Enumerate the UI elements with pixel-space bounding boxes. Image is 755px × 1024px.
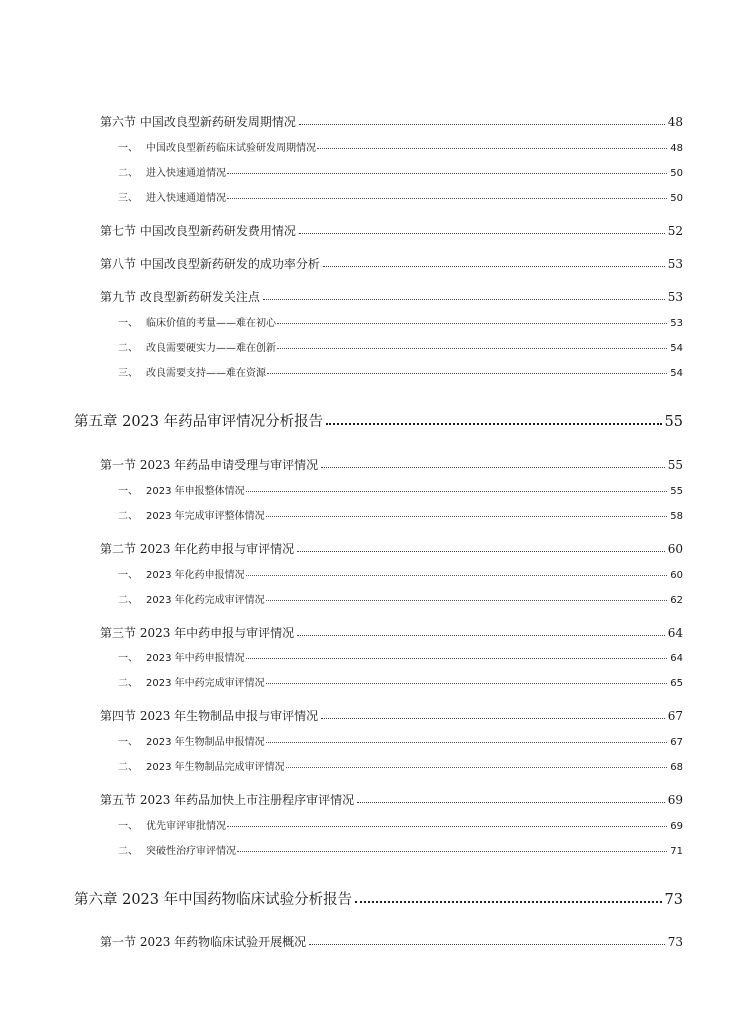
toc-item-row[interactable]: [118, 591, 683, 606]
dot-leader: [357, 802, 665, 803]
toc-item-number: 二、: [118, 846, 138, 857]
toc-section-row[interactable]: [100, 707, 683, 724]
toc-item-title: 2023 年化药申报情况: [146, 570, 245, 581]
toc-item-title: 2023 年生物制品完成审评情况: [146, 762, 285, 773]
toc-section-row[interactable]: [100, 933, 683, 950]
toc-item-title: 临床价值的考量——难在初心: [146, 318, 276, 329]
toc-page-number: 65: [670, 678, 683, 689]
toc-item-number: 二、: [118, 168, 138, 179]
dot-leader: [237, 851, 667, 852]
toc-item-title: 进入快速通道情况: [146, 168, 226, 179]
toc-section-title: 第九节 改良型新药研发关注点: [100, 290, 260, 304]
toc-item-number: 一、: [118, 486, 138, 497]
toc-chapter-row[interactable]: [74, 410, 683, 431]
toc-page-number: 53: [667, 290, 683, 304]
toc-section-row[interactable]: [100, 222, 683, 239]
toc-section-row[interactable]: [100, 456, 683, 473]
toc-item-row[interactable]: [118, 649, 683, 664]
dot-leader: [266, 516, 668, 517]
toc-item-number: 二、: [118, 343, 138, 354]
toc-page-number: 69: [670, 821, 683, 832]
toc-item-number: 一、: [118, 737, 138, 748]
dot-leader: [317, 148, 667, 149]
toc-page-number: 53: [667, 257, 683, 271]
toc-page-number: 58: [670, 511, 683, 522]
toc-page-number: 48: [670, 143, 683, 154]
dot-leader: [246, 491, 668, 492]
toc-item-number: 一、: [118, 653, 138, 664]
toc-item-row[interactable]: [118, 314, 683, 329]
toc-item-title: 2023 年中药申报情况: [146, 653, 245, 664]
toc-page-number: 60: [670, 570, 683, 581]
dot-leader: [277, 348, 667, 349]
toc-page-number: 64: [667, 626, 683, 640]
toc-section-row[interactable]: [100, 113, 683, 130]
toc-page-number: 60: [667, 542, 683, 556]
toc-page-number: 55: [670, 486, 683, 497]
toc-page-number: 48: [667, 115, 683, 129]
toc-section-title: 第一节 2023 年药品申请受理与审评情况: [100, 458, 319, 472]
dot-leader: [277, 323, 667, 324]
toc-item-row[interactable]: [118, 189, 683, 204]
toc-chapter-title: 第五章 2023 年药品审评情况分析报告: [74, 414, 324, 430]
toc-item-row[interactable]: [118, 758, 683, 773]
toc-page-number: 50: [670, 168, 683, 179]
dot-leader: [326, 423, 661, 425]
toc-section-row[interactable]: [100, 255, 683, 272]
toc-page-number: 53: [670, 318, 683, 329]
dot-leader: [246, 575, 668, 576]
toc-section-title: 第七节 中国改良型新药研发费用情况: [100, 224, 296, 238]
dot-leader: [299, 124, 665, 125]
dot-leader: [321, 718, 665, 719]
toc-page-number: 55: [664, 414, 683, 430]
dot-leader: [286, 767, 668, 768]
toc-item-title: 2023 年生物制品申报情况: [146, 737, 265, 748]
toc-item-number: 二、: [118, 678, 138, 689]
toc-item-row[interactable]: [118, 339, 683, 354]
toc-page-number: 73: [664, 892, 683, 908]
toc-section-title: 第四节 2023 年生物制品申报与审评情况: [100, 709, 319, 723]
dot-leader: [246, 658, 668, 659]
toc-item-number: 二、: [118, 762, 138, 773]
toc-page-number: 71: [670, 846, 683, 857]
toc-page-number: 55: [667, 458, 683, 472]
toc-item-title: 进入快速通道情况: [146, 193, 226, 204]
dot-leader: [321, 467, 665, 468]
toc-item-title: 中国改良型新药临床试验研发周期情况: [146, 143, 316, 154]
toc-section-title: 第五节 2023 年药品加快上市注册程序审评情况: [100, 793, 355, 807]
dot-leader: [266, 683, 668, 684]
toc-page-number: 54: [670, 368, 683, 379]
toc-item-number: 三、: [118, 368, 138, 379]
dot-leader: [227, 826, 667, 827]
dot-leader: [263, 299, 665, 300]
toc-item-title: 优先审评审批情况: [146, 821, 226, 832]
dot-leader: [309, 944, 665, 945]
dot-leader: [323, 266, 665, 267]
toc-page-number: 62: [670, 595, 683, 606]
toc-page-number: 68: [670, 762, 683, 773]
toc-item-row[interactable]: [118, 842, 683, 857]
toc-item-number: 二、: [118, 595, 138, 606]
toc-item-title: 改良需要支持——难在资源: [146, 368, 266, 379]
toc-page-number: 69: [667, 793, 683, 807]
toc-item-row[interactable]: [118, 733, 683, 748]
toc-item-number: 一、: [118, 318, 138, 329]
toc-item-number: 三、: [118, 193, 138, 204]
toc-page-number: 52: [667, 224, 683, 238]
toc-item-number: 二、: [118, 511, 138, 522]
toc-section-row[interactable]: [100, 288, 683, 305]
toc-item-number: 一、: [118, 143, 138, 154]
toc-item-number: 一、: [118, 570, 138, 581]
dot-leader: [227, 198, 667, 199]
dot-leader: [267, 373, 667, 374]
toc-page-number: 54: [670, 343, 683, 354]
toc-item-title: 2023 年化药完成审评情况: [146, 595, 265, 606]
dot-leader: [227, 173, 667, 174]
dot-leader: [266, 742, 668, 743]
toc-section-row[interactable]: [100, 624, 683, 641]
toc-page-number: 67: [670, 737, 683, 748]
toc-item-title: 2023 年中药完成审评情况: [146, 678, 265, 689]
dot-leader: [299, 233, 665, 234]
toc-item-title: 改良需要硬实力——难在创新: [146, 343, 276, 354]
toc-page-number: 73: [667, 935, 683, 949]
dot-leader: [355, 901, 661, 903]
toc-section-title: 第三节 2023 年中药申报与审评情况: [100, 626, 295, 640]
toc-section-title: 第二节 2023 年化药申报与审评情况: [100, 542, 295, 556]
toc-chapter-title: 第六章 2023 年中国药物临床试验分析报告: [74, 892, 353, 908]
toc-section-title: 第一节 2023 年药物临床试验开展概况: [100, 935, 307, 949]
toc-page-number: 50: [670, 193, 683, 204]
toc-item-title: 2023 年完成审评整体情况: [146, 511, 265, 522]
toc-page-number: 64: [670, 653, 683, 664]
toc-item-row[interactable]: [118, 139, 683, 154]
toc-item-row[interactable]: [118, 164, 683, 179]
toc-item-row[interactable]: [118, 507, 683, 522]
toc-item-number: 一、: [118, 821, 138, 832]
toc-item-row[interactable]: [118, 566, 683, 581]
dot-leader: [297, 551, 665, 552]
toc-item-title: 2023 年申报整体情况: [146, 486, 245, 497]
toc-chapter-row[interactable]: [74, 888, 683, 909]
toc-section-row[interactable]: [100, 540, 683, 557]
toc-item-row[interactable]: [118, 817, 683, 832]
toc-item-row[interactable]: [118, 364, 683, 379]
dot-leader: [266, 600, 668, 601]
toc-item-row[interactable]: [118, 674, 683, 689]
dot-leader: [297, 635, 665, 636]
toc-section-title: 第八节 中国改良型新药研发的成功率分析: [100, 257, 320, 271]
toc-page-number: 67: [667, 709, 683, 723]
toc-section-title: 第六节 中国改良型新药研发周期情况: [100, 115, 296, 129]
toc-item-title: 突破性治疗审评情况: [146, 846, 236, 857]
toc-section-row[interactable]: [100, 791, 683, 808]
toc-item-row[interactable]: [118, 482, 683, 497]
